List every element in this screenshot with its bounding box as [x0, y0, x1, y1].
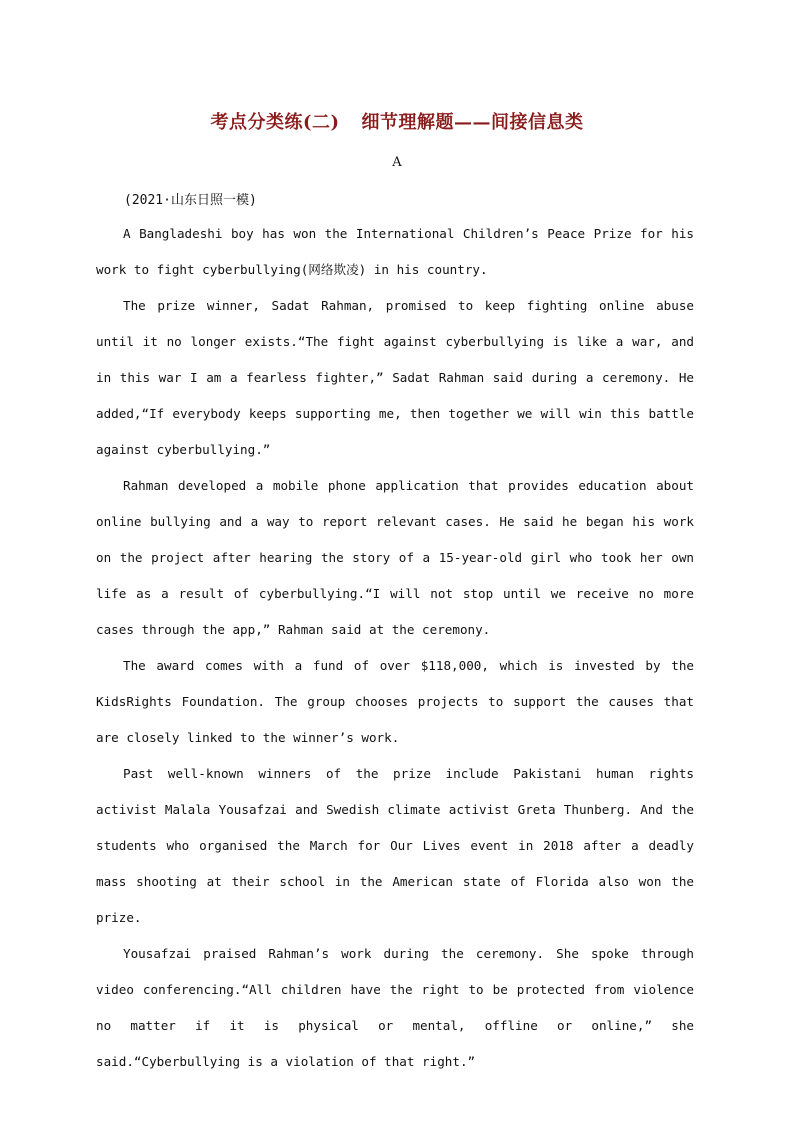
- paragraph-4: The award comes with a fund of over $118,000, which is invested by the KidsRights Foundation. The group chooses projects to support the causes that are closely linked to the winner’s work.: [96, 658, 694, 745]
- paragraph-5: Past well-known winners of the prize include Pakistani human rights activist Malala Yousafzai and Swedish climate activist Greta Thunberg. And the students who organised the March for Our Lives event in 2018 after a deadly mass shooting at their school in the American state of Florida also won the prize.: [96, 766, 694, 925]
- section-label: A: [392, 155, 402, 170]
- source-citation: (2021·山东日照一模): [124, 193, 257, 208]
- title-part-1: 考点分类练(二): [210, 112, 340, 133]
- passage-body: [96, 216, 694, 1080]
- title-part-2: 细节理解题——间接信息类: [361, 112, 584, 133]
- paragraph-3: Rahman developed a mobile phone application that provides education about online bullying and a way to report relevant cases. He said he began his work on the project after hearing the story of a 15-year-old girl who took her own life as a result of cyberbullying.“I will not stop until we receive no more cases through the app,” Rahman said at the ceremony.: [96, 478, 694, 637]
- page-title: [0, 108, 794, 134]
- paragraph-1: A Bangladeshi boy has won the International Children’s Peace Prize for his work to fight cyberbullying(网络欺凌) in his country.: [96, 226, 694, 277]
- paragraph-6: Yousafzai praised Rahman’s work during the ceremony. She spoke through video conferencing.“All children have the right to be protected from violence no matter if it is physical or mental, offline or online,” she said.“Cyberbullying is a violation of that right.”: [96, 946, 694, 1069]
- paragraph-2: The prize winner, Sadat Rahman, promised to keep fighting online abuse until it no longer exists.“The fight against cyberbullying is like a war, and in this war I am a fearless fighter,” Sadat Rahman said during a ceremony. He added,“If everybody keeps supporting me, then together we will win this battle against cyberbullying.”: [96, 298, 694, 457]
